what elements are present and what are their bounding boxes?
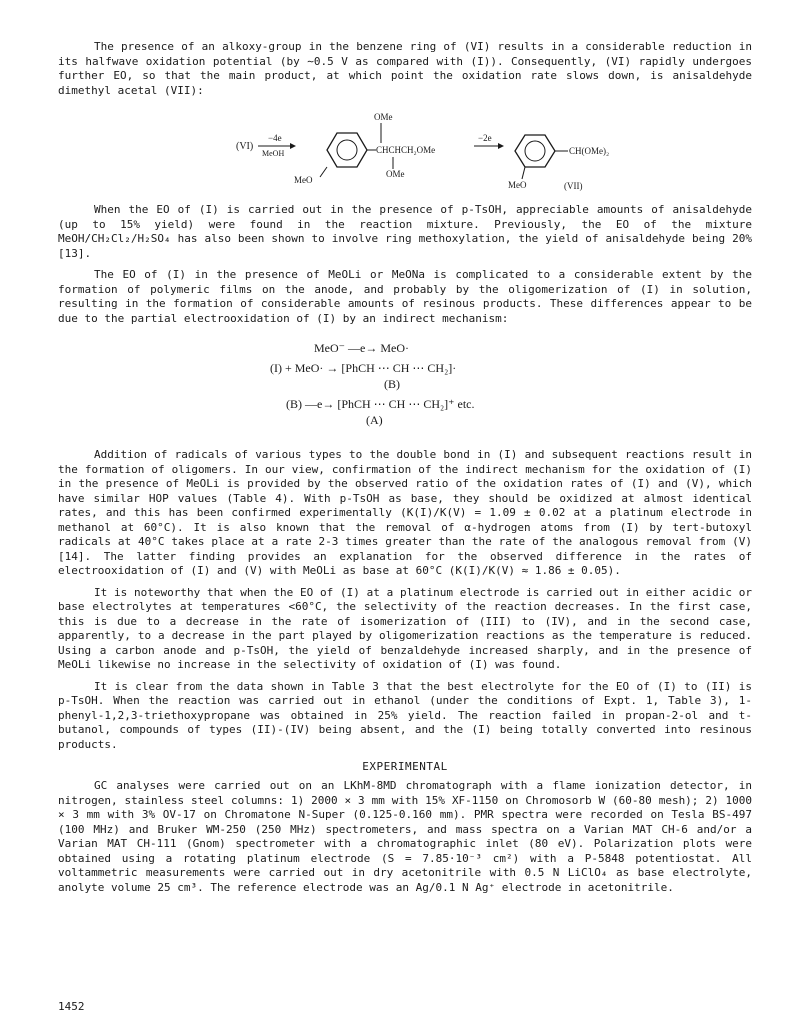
paragraph-2: When the EO of (I) is carried out in the presence of p-TsOH, appreciable amounts of anisaldehyde (up to 15% yield) were found in the reaction mixture. Previously, the EO of the mixture MeOH/CH₂Cl₂/H₂SO₄ has also been shown to involve ring methoxylation, the yield of anisaldehyde being 20% [13]. xyxy=(58,203,752,260)
paragraph-5: It is noteworthy that when the EO of (I) at a platinum electrode is carried out in either acidic or base electrolytes at temperatures <60°C, the selectivity of the reaction decreases. In the first case, this is due to a decrease in the rate of isomerization of (III) to (IV), and in the second case, apparently, to a decrease in the part played by oligomerization reactions as the temperature is reduced. Using a carbon anode and p-TsOH, the yield of benzaldehyde increased sharply, and in the presence of MeOLi likewise no increase in the selectivity of oxidation of (I) was found. xyxy=(58,585,752,671)
page-number: 1452 xyxy=(58,1000,85,1013)
paragraph-6: It is clear from the data shown in Table 3 that the best electrolyte for the EO of (I) to (II) is p-TsOH. When the reaction was carried out in ethanol (under the conditions of Expt. 1, Table 3), 1-phenyl-1,2,3-triethoxypropane was obtained in 25% yield. The reaction failed in propan-2-ol and t-butanol, compounds of types (II)-(IV) being absent, and the (I) being totally converted into resinous products. xyxy=(58,679,752,751)
side-chain-label: CHCHCH₂OMe xyxy=(376,145,436,155)
page-body xyxy=(58,40,752,902)
ring2-methoxy-label: MeO xyxy=(508,180,527,190)
section-heading-experimental: EXPERIMENTAL xyxy=(362,760,448,773)
acetal-group-label: CH(OMe)₂ xyxy=(569,146,610,156)
experimental-paragraph: GC analyses were carried out on an LKhM-8MD chromatograph with a flame ionization detector, in nitrogen, stainless steel columns: 1) 2000 × 3 mm with 15% XF-1150 on Chromosorb W (60-80 mesh); 2) 1000 × 3 mm with 3% OV-17 on Chromatone N-Super (0.125-0.160 mm). PMR spectra were recorded on Tesla BS-497 (100 MHz) and Bruker WM-250 (250 MHz) spectrometers, and mass spectra on a Varian MAT CH-6 and/or a Varian MAT CH-111 (Gnom) spectrometer with a chromatographic inlet (80 eV). Polarization plots were obtained using a rotating platinum electrode (S = 7.85·10⁻³ cm²) with a P-5848 potentiostat. All voltammetric measurements were carried out in dry acetonitrile with 0.5 N LiClO₄ as base electrolyte, anolyte volume 25 cm³. The reference electrode was an Ag/0.1 N Ag⁺ electrode in acetonitrile. xyxy=(58,779,752,894)
scheme-start-label: (VI) xyxy=(236,141,254,152)
top-methoxy-label: OMe xyxy=(374,112,393,122)
bottom-methoxy-label: OMe xyxy=(386,169,405,179)
paragraph-1: The presence of an alkoxy-group in the benzene ring of (VI) results in a considerable reduction in its halfwave oxidation potential (by ∼0.5 V as compared with (I)). Consequently, (VI) rapidly undergoes further EO, so that the main product, at which point the oxidation rate slows down, is anisaldehyde dimethyl acetal (VII): xyxy=(58,40,752,97)
scheme2-line-2: (I) + MeO· → [PhCH ⋯ CH ⋯ CH₂]· xyxy=(270,361,457,375)
ring1-methoxy-label: MeO xyxy=(294,175,313,185)
scheme2-label-b: (B) xyxy=(384,377,400,391)
product-vii-label: (VII) xyxy=(564,181,583,191)
paragraph-3: The EO of (I) in the presence of MeOLi or MeONa is complicated to a considerable extent by the formation of polymeric films on the anode, and probably by the oligomerization of (I) in solution, resulting in the formation of considerable amounts of resinous products. These differences appear to be due to the partial electrooxidation of (I) by an indirect mechanism: xyxy=(58,268,752,325)
scheme2-label-a: (A) xyxy=(366,413,383,427)
scheme2-line-1: MeO⁻ —e→ MeO· xyxy=(314,341,409,355)
reaction-scheme-acetal xyxy=(58,105,752,195)
arrow2-top-label: −2e xyxy=(478,133,492,143)
scheme2-line-3: (B) —e→ [PhCH ⋯ CH ⋯ CH₂]⁺ etc. xyxy=(286,397,475,411)
arrow1-top-label: −4e xyxy=(268,133,282,143)
arrow1-bottom-label: MeOH xyxy=(262,149,285,158)
paragraph-4: Addition of radicals of various types to the double bond in (I) and subsequent reactions result in the formation of oligomers. In our view, confirmation of the indirect mechanism for the oxidation of (I) in the presence of MeOLi is provided by the observed ratio of the oxidation rates of (I) and (V), which have similar HOP values (Table 4). With p-TsOH as base, they should be oxidized at almost identical rates, and this has been confirmed experimentally (K(I)/K(V) = 1.09 ± 0.02 at a platinum electrode in methanol at 60°C). It is also known that the removal of α-hydrogen atoms from (I) by tert-butoxyl radicals at 40°C takes place at a rate 2-3 times greater than the rate of the analogous removal from (V) [14]. The latter finding provides an explanation for the observed difference in the rates of electrooxidation of (I) and (V) with MeOLi as base at 60°C (K(I)/K(V) ≈ 1.86 ± 0.05). xyxy=(58,448,752,577)
reaction-scheme-indirect xyxy=(58,338,752,436)
